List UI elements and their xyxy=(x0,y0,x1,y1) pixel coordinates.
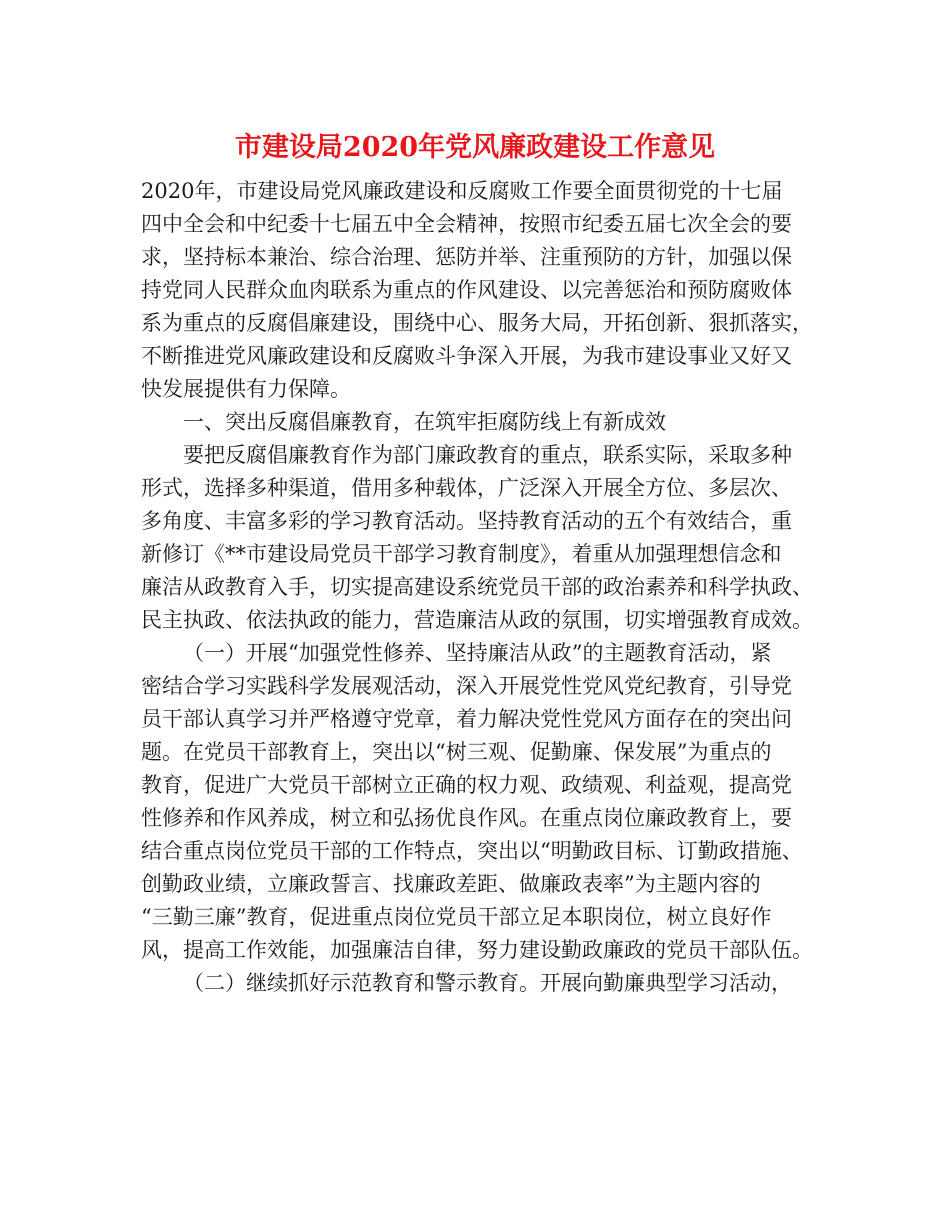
paragraph xyxy=(141,439,831,637)
text-line: 新修订《**市建设局党员干部学习教育制度》，着重从加强理想信念和 xyxy=(141,542,782,566)
text-line: 形式，选择多种渠道，借用多种载体，广泛深入开展全方位、多层次、 xyxy=(141,476,792,500)
paragraph xyxy=(141,967,831,1000)
document-title: 市建设局2020年党风廉政建设工作意见 xyxy=(234,132,716,163)
text-line: 廉洁从政教育入手，切实提高建设系统党员干部的政治素养和科学执政、 xyxy=(141,575,813,599)
text-line: “三勤三廉”教育，促进重点岗位党员干部立足本职岗位，树立良好作 xyxy=(141,905,772,929)
paragraph xyxy=(141,175,831,406)
paragraph xyxy=(141,637,831,967)
text-line: 风，提高工作效能，加强廉洁自律，努力建设勤政廉政的党员干部队伍。 xyxy=(141,938,813,962)
text-line: 多角度、丰富多彩的学习教育活动。坚持教育活动的五个有效结合，重 xyxy=(141,509,792,533)
text-line: 2020年，市建设局党风廉政建设和反腐败工作要全面贯彻党的十七届 xyxy=(141,179,783,203)
text-line: 持党同人民群众血肉联系为重点的作风建设、以完善惩治和预防腐败体 xyxy=(141,278,792,302)
text-line: 创勤政业绩，立廉政誓言、找廉政差距、做廉政表率”为主题内容的 xyxy=(141,872,761,896)
text-line: 四中全会和中纪委十七届五中全会精神，按照市纪委五届七次全会的要 xyxy=(141,212,792,236)
text-line: 教育，促进广大党员干部树立正确的权力观、政绩观、利益观，提高党 xyxy=(141,773,792,797)
text-line: 结合重点岗位党员干部的工作特点，突出以“明勤政目标、订勤政措施、 xyxy=(141,839,803,863)
text-line: （二）继续抓好示范教育和警示教育。开展向勤廉典型学习活动， xyxy=(183,971,792,995)
text-line: 求，坚持标本兼治、综合治理、惩防并举、注重预防的方针，加强以保 xyxy=(141,245,792,269)
text-line: 系为重点的反腐倡廉建设，围绕中心、服务大局，开拓创新、狠抓落实， xyxy=(141,311,813,335)
text-line: 不断推进党风廉政建设和反腐败斗争深入开展，为我市建设事业又好又 xyxy=(141,344,792,368)
text-line: 快发展提供有力保障。 xyxy=(141,377,351,401)
document-body xyxy=(141,175,831,1000)
text-line: 性修养和作风养成，树立和弘扬优良作风。在重点岗位廉政教育上，要 xyxy=(141,806,792,830)
text-line: 员干部认真学习并严格遵守党章，着力解决党性党风方面存在的突出问 xyxy=(141,707,792,731)
text-line: 题。在党员干部教育上，突出以“树三观、促勤廉、保发展”为重点的 xyxy=(141,740,772,764)
text-line: 一、突出反腐倡廉教育，在筑牢拒腐防线上有新成效 xyxy=(183,410,666,434)
text-line: 要把反腐倡廉教育作为部门廉政教育的重点，联系实际，采取多种 xyxy=(183,443,792,467)
paragraph xyxy=(141,406,831,439)
text-line: （一）开展“加强党性修养、坚持廉洁从政”的主题教育活动，紧 xyxy=(183,641,772,665)
text-line: 民主执政、依法执政的能力，营造廉洁从政的氛围，切实增强教育成效。 xyxy=(141,608,813,632)
text-line: 密结合学习实践科学发展观活动，深入开展党性党风党纪教育，引导党 xyxy=(141,674,792,698)
